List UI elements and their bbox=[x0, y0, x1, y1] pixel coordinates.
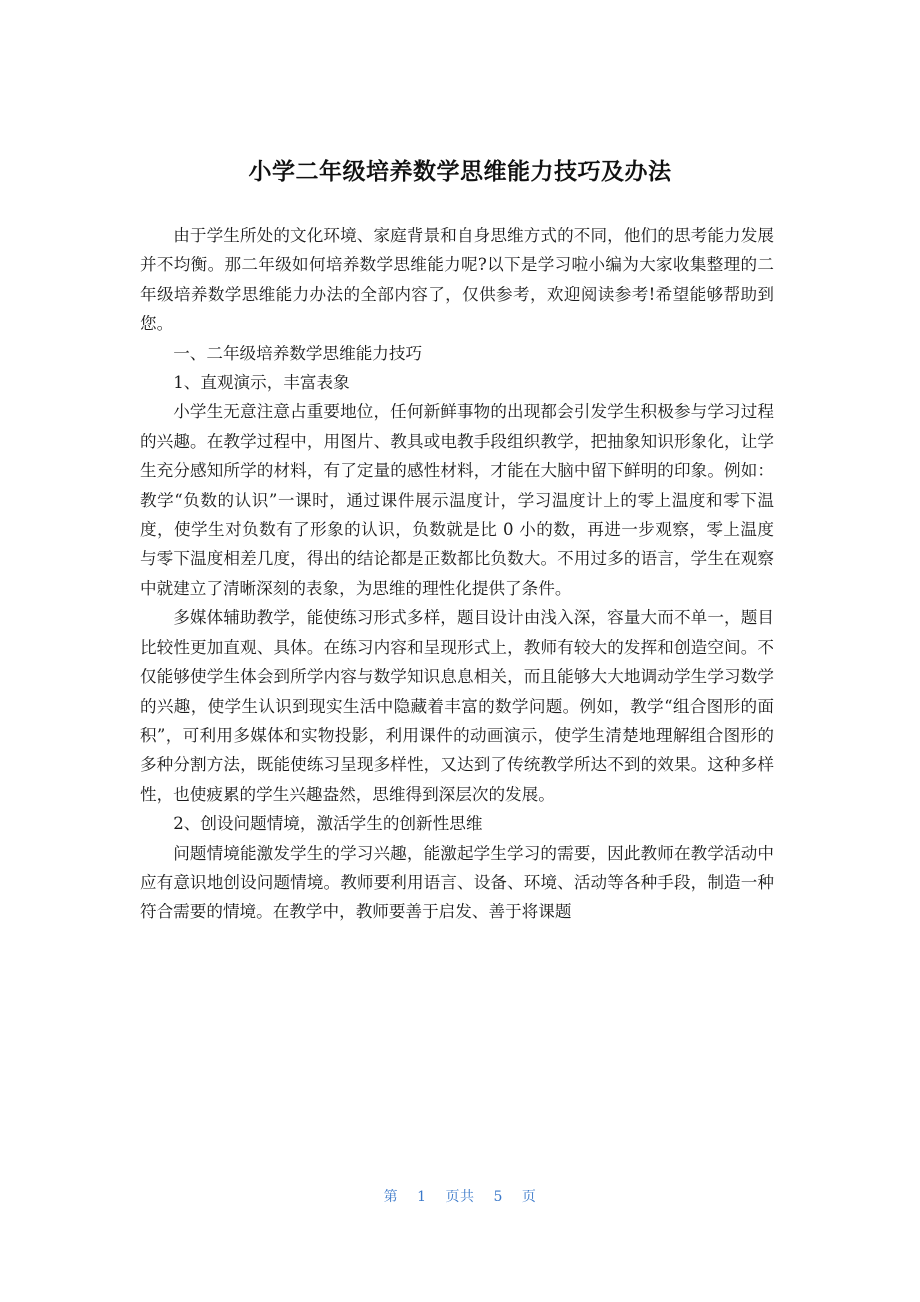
footer-total-pages: 5 bbox=[493, 1189, 503, 1205]
footer-ye: 页 bbox=[521, 1189, 537, 1205]
paragraph-visual-demo: 小学生无意注意占重要地位，任何新鲜事物的出现都会引发学生积极参与学习过程的兴趣。在教学过程中，用图片、教具或电教手段组织教学，把抽象知识形象化，让学生充分感知所学的材料，有了定量的感性材料，才能在大脑中留下鲜明的印象。例如：教学“负数的认识”一课时，通过课件展示温度计，学习温度计上的零上温度和零下温度，使学生对负数有了形象的认识，负数就是比 0 小的数，再进一步观察，零上温度与零下温度相差几度，得出的结论都是正数都比负数大。不用过多的语言，学生在观察中就建立了清晰深刻的表象，为思维的理性化提供了条件。 bbox=[140, 402, 774, 598]
subheading-problem-situation: 2、创设问题情境，激活学生的创新性思维 bbox=[173, 814, 483, 834]
footer-di: 第 bbox=[383, 1189, 399, 1205]
document-title: 小学二年级培养数学思维能力技巧及办法 bbox=[248, 159, 672, 186]
paragraph-intro: 由于学生所处的文化环境、家庭背景和自身思维方式的不同，他们的思考能力发展并不均衡。那二年级如何培养数学思维能力呢?以下是学习啦小编为大家收集整理的二年级培养数学思维能力办法的全部内容了，仅供参考，欢迎阅读参考!希望能够帮助到您。 bbox=[140, 226, 774, 334]
document-body bbox=[140, 221, 774, 927]
footer-page-number: 1 bbox=[417, 1189, 427, 1205]
paragraph-multimedia: 多媒体辅助教学，能使练习形式多样，题目设计由浅入深，容量大而不单一，题目比较性更加直观、具体。在练习内容和呈现形式上，教师有较大的发挥和创造空间。不仅能够使学生体会到所学内容与数学知识息息相关，而且能够大大地调动学生学习数学的兴趣，使学生认识到现实生活中隐藏着丰富的数学问题。例如，教学“组合图形的面积”，可利用多媒体和实物投影，利用课件的动画演示，使学生清楚地理解组合图形的多种分割方法，既能使练习呈现多样性，又达到了传统教学所达不到的效果。这种多样性，也使疲累的学生兴趣盎然，思维得到深层次的发展。 bbox=[140, 608, 774, 804]
paragraph-problem-situation: 问题情境能激发学生的学习兴趣，能激起学生学习的需要，因此教师在教学活动中应有意识地创设问题情境。教师要利用语言、设备、环境、活动等各种手段，制造一种符合需要的情境。在教学中，教师要善于启发、善于将课题 bbox=[140, 843, 774, 922]
section-heading-skills: 一、二年级培养数学思维能力技巧 bbox=[173, 343, 423, 363]
page-footer bbox=[0, 1186, 920, 1208]
subheading-visual-demo: 1、直观演示，丰富表象 bbox=[173, 373, 350, 393]
footer-ye-gong: 页共 bbox=[445, 1189, 475, 1205]
